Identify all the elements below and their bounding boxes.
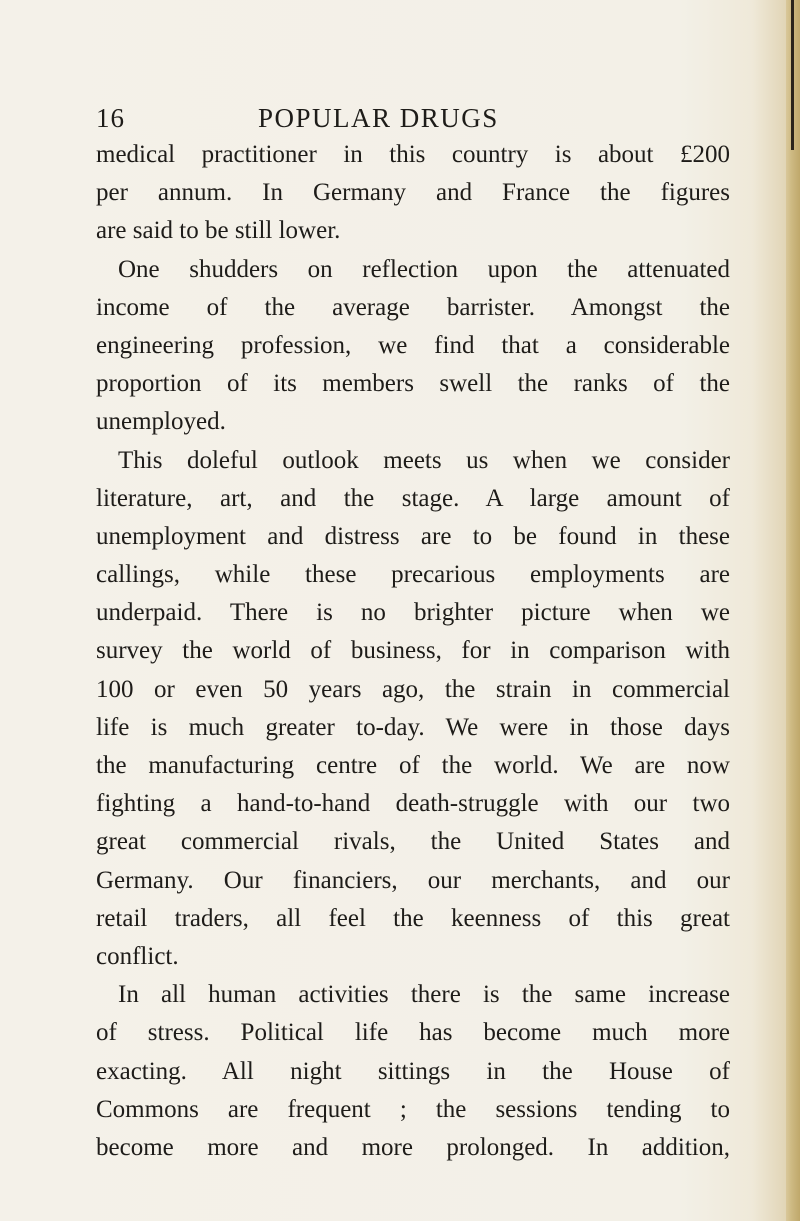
text-line: per annum. In Germany and France the figures <box>96 179 730 207</box>
text-line: This doleful outlook meets us when we consider <box>118 446 730 474</box>
text-line: unemployment and distress are to be found in these <box>96 522 730 550</box>
text-line: exacting. All night sittings in the House of <box>96 1057 730 1085</box>
text-line: survey the world of business, for in comparison with <box>96 637 730 665</box>
text-line: underpaid. There is no brighter picture when we <box>96 599 730 627</box>
text-line: the manufacturing centre of the world. We are now <box>96 752 730 779</box>
text-line: are said to be still lower. <box>96 217 341 245</box>
running-title: POPULAR DRUGS <box>258 103 499 133</box>
text-line: callings, while these precarious employments are <box>96 561 730 589</box>
text-line: In all human activities there is the same increase <box>118 981 730 1009</box>
text-line: 100 or even 50 years ago, the strain in commercial <box>96 675 730 703</box>
text-line: fighting a hand-to-hand death-struggle with our two <box>96 790 730 818</box>
text-line: medical practitioner in this country is about £200 <box>96 141 730 168</box>
page-header <box>96 103 716 139</box>
text-line: engineering profession, we find that a considerable <box>96 331 730 359</box>
text-line: retail traders, all feel the keenness of this great <box>96 904 730 932</box>
text-line: of stress. Political life has become much more <box>96 1019 730 1047</box>
page-edge <box>786 0 800 1221</box>
text-line: conflict. <box>96 942 179 970</box>
text-line: great commercial rivals, the United States and <box>96 828 730 856</box>
page-number: 16 <box>96 103 125 133</box>
binding-shadow <box>791 0 794 150</box>
text-line: One shudders on reflection upon the attenuated <box>118 255 730 283</box>
text-line: become more and more prolonged. In addition, <box>96 1133 730 1161</box>
text-line: life is much greater to-day. We were in those days <box>96 713 730 741</box>
body-text <box>96 136 730 1167</box>
text-line: unemployed. <box>96 408 226 436</box>
text-line: Germany. Our financiers, our merchants, and our <box>96 866 730 894</box>
text-line: literature, art, and the stage. A large amount of <box>96 484 730 512</box>
text-line: proportion of its members swell the ranks of the <box>96 370 730 398</box>
text-line: Commons are frequent ; the sessions tending to <box>96 1095 730 1123</box>
text-line: income of the average barrister. Amongst the <box>96 293 730 321</box>
